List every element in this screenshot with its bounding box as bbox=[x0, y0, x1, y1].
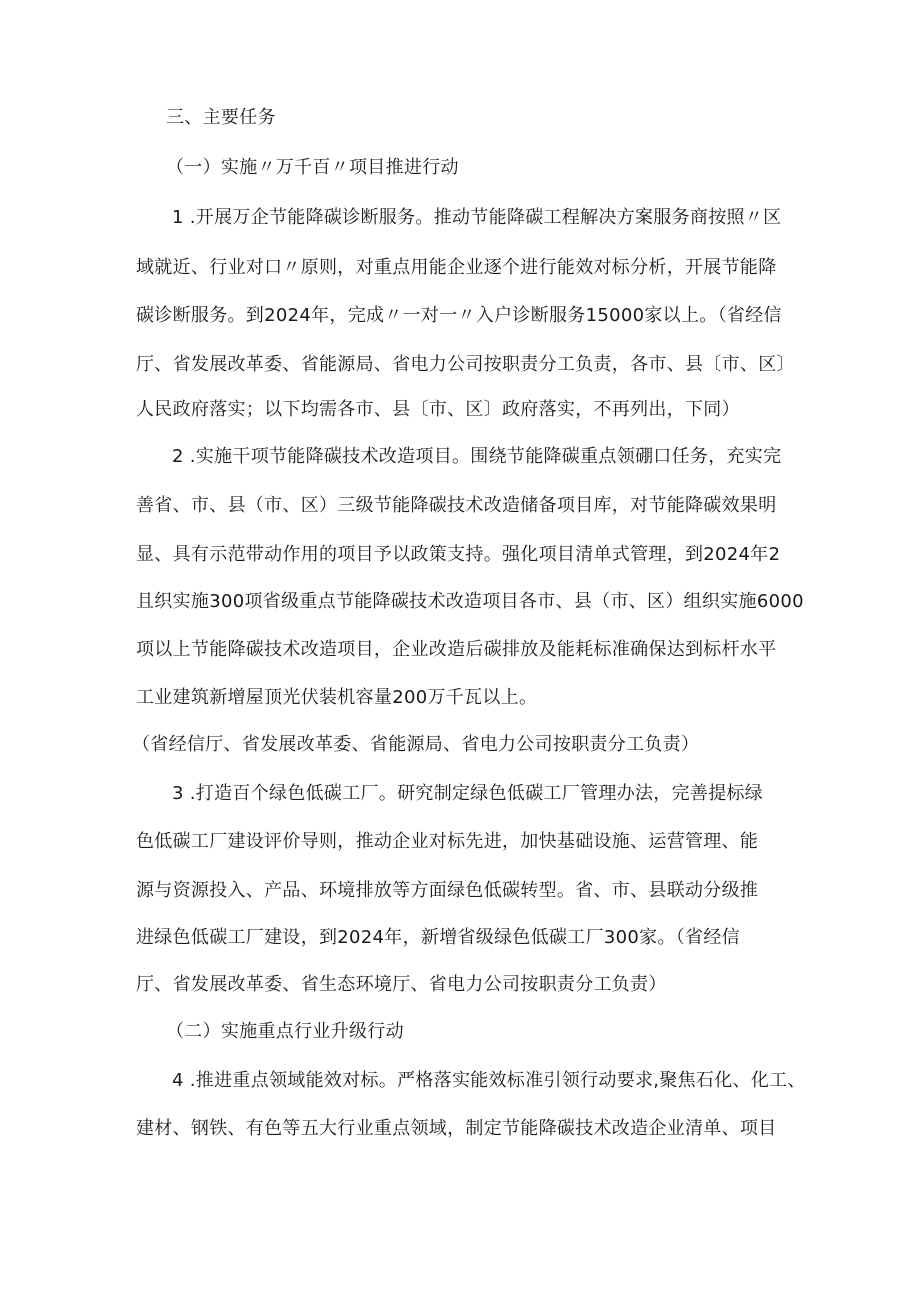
paragraph-line: 进绿色低碳工厂建设，到2024年，新增省级绿色低碳工厂300家。（省经信 bbox=[136, 927, 740, 948]
paragraph-line: 善省、市、县（市、区）三级节能降碳技术改造储备项目库，对节能降碳效果明 bbox=[136, 495, 777, 516]
paragraph-line: 域就近、行业对口〃原则，对重点用能企业逐个进行能效对标分析，开展节能降 bbox=[136, 257, 777, 278]
paragraph-line: 建材、钢铁、有色等五大行业重点领域，制定节能降碳技术改造企业清单、项目 bbox=[136, 1118, 777, 1139]
subsection-heading: （二）实施重点行业升级行动 bbox=[166, 1021, 404, 1042]
paragraph-line: 1 .开展万企节能降碳诊断服务。推动节能降碳工程解决方案服务商按照〃区 bbox=[172, 207, 782, 228]
paragraph-line: 厅、省发展改革委、省生态环境厅、省电力公司按职责分工负责） bbox=[136, 974, 667, 995]
paragraph-line: （省经信厅、省发展改革委、省能源局、省电力公司按职责分工负责） bbox=[132, 734, 700, 755]
paragraph-line: 工业建筑新增屋顶光伏装机容量200万千瓦以上。 bbox=[136, 687, 538, 708]
section-heading: 三、主要任务 bbox=[166, 107, 276, 128]
paragraph-line: 且织实施300项省级重点节能降碳技术改造项目各市、县（市、区）组织实施6000 bbox=[136, 591, 804, 612]
paragraph-line: 源与资源投入、产品、环境排放等方面绿色低碳转型。省、市、县联动分级推 bbox=[136, 880, 759, 901]
paragraph-line: 项以上节能降碳技术改造项目，企业改造后碳排放及能耗标准确保达到标杆水平 bbox=[136, 639, 777, 660]
paragraph-line: 显、具有示范带动作用的项目予以政策支持。强化项目清单式管理，到2024年2 bbox=[136, 544, 781, 565]
paragraph-line: 3 .打造百个绿色低碳工厂。研究制定绿色低碳工厂管理办法，完善提标绿 bbox=[172, 783, 764, 804]
paragraph-line: 人民政府落实；以下均需各市、县〔市、区〕政府落实，不再列出，下同） bbox=[136, 399, 740, 420]
paragraph-line: 4 .推进重点领域能效对标。严格落实能效标准引领行动要求,聚焦石化、化工、 bbox=[172, 1070, 806, 1091]
paragraph-line: 碳诊断服务。到2024年，完成〃一对一〃入户诊断服务15000家以上。（省经信 bbox=[136, 305, 782, 326]
paragraph-line: 厅、省发展改革委、省能源局、省电力公司按职责分工负责，各市、县〔市、区〕 bbox=[136, 354, 795, 375]
paragraph-line: 色低碳工厂建设评价导则，推动企业对标先进，加快基础设施、运营管理、能 bbox=[136, 831, 759, 852]
subsection-heading: （一）实施〃万千百〃项目推进行动 bbox=[166, 157, 459, 178]
paragraph-line: 2 .实施干项节能降碳技术改造项目。围绕节能降碳重点领硼口任务，充实完 bbox=[172, 446, 782, 467]
